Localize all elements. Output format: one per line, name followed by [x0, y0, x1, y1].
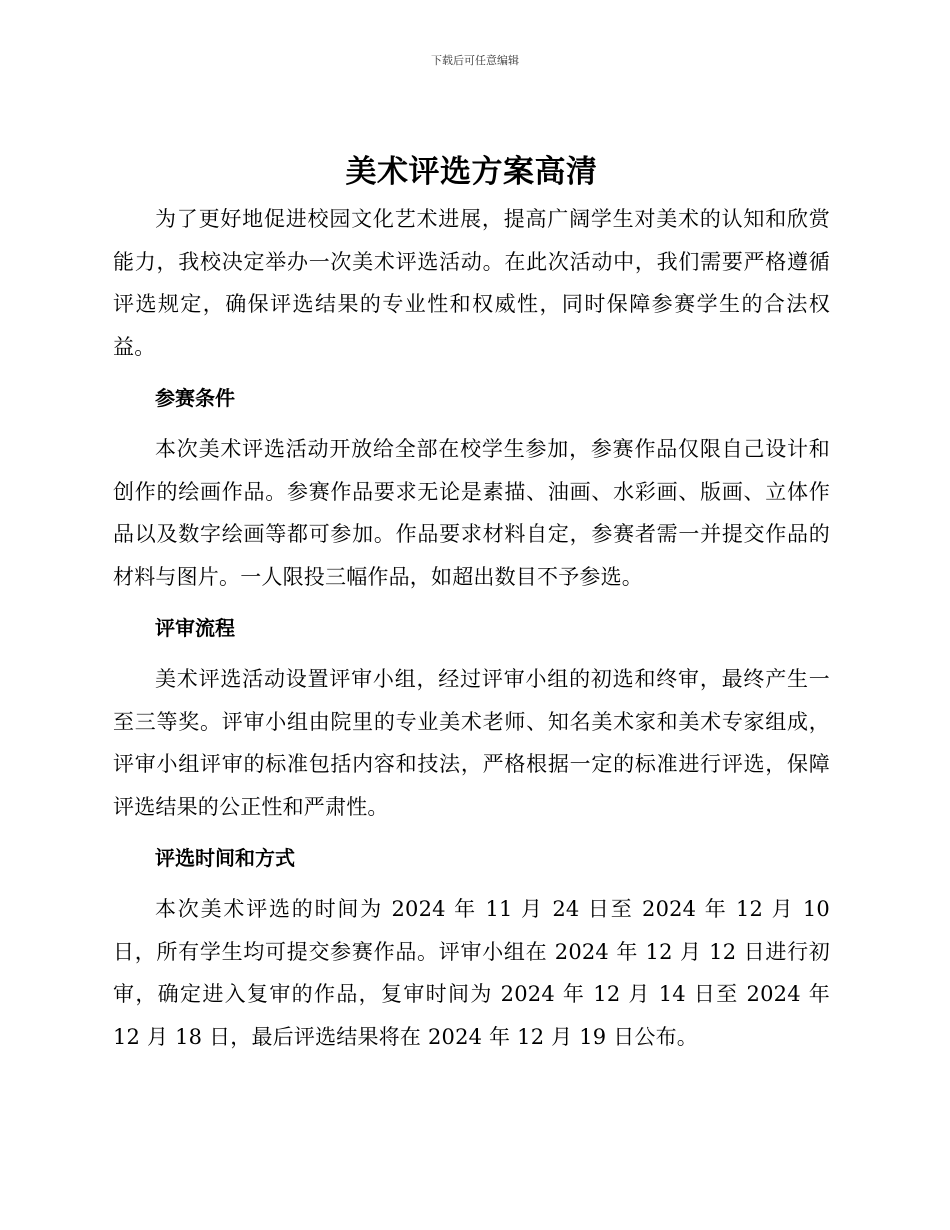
section-heading-eligibility: 参赛条件 [155, 386, 235, 410]
intro-paragraph: 为了更好地促进校园文化艺术进展，提高广阔学生对美术的认知和欣赏能力，我校决定举办一次美术评选活动。在此次活动中，我们需要严格遵循评选规定，确保评选结果的专业性和权威性，同时保障参赛学生的合法权益。 [113, 207, 830, 359]
section-body-schedule: 本次美术评选的时间为 2024 年 11 月 24 日至 2024 年 12 月 10 日，所有学生均可提交参赛作品。评审小组在 2024 年 12 月 12 日进行初审，确定进入复审的作品，复审时间为 2024 年 12 月 14 日至 2024 年 12 月 18 日，最后评选结果将在 2024 年 12 月 19 日公布。 [113, 897, 830, 1049]
section-body-eligibility: 本次美术评选活动开放给全部在校学生参加，参赛作品仅限自己设计和创作的绘画作品。参赛作品要求无论是素描、油画、水彩画、版画、立体作品以及数字绘画等都可参加。作品要求材料自定，参赛者需一并提交作品的材料与图片。一人限投三幅作品，如超出数目不予参选。 [113, 437, 830, 589]
section-heading-schedule: 评选时间和方式 [155, 846, 295, 870]
document-body [113, 150, 830, 1058]
section-heading-review-process: 评审流程 [155, 616, 235, 640]
header-note: 下载后可任意编辑 [431, 54, 519, 67]
document-title: 美术评选方案高清 [345, 154, 598, 190]
section-body-review-process: 美术评选活动设置评审小组，经过评审小组的初选和终审，最终产生一至三等奖。评审小组由院里的专业美术老师、知名美术家和美术专家组成，评审小组评审的标准包括内容和技法，严格根据一定的标准进行评选，保障评选结果的公正性和严肃性。 [113, 667, 830, 819]
